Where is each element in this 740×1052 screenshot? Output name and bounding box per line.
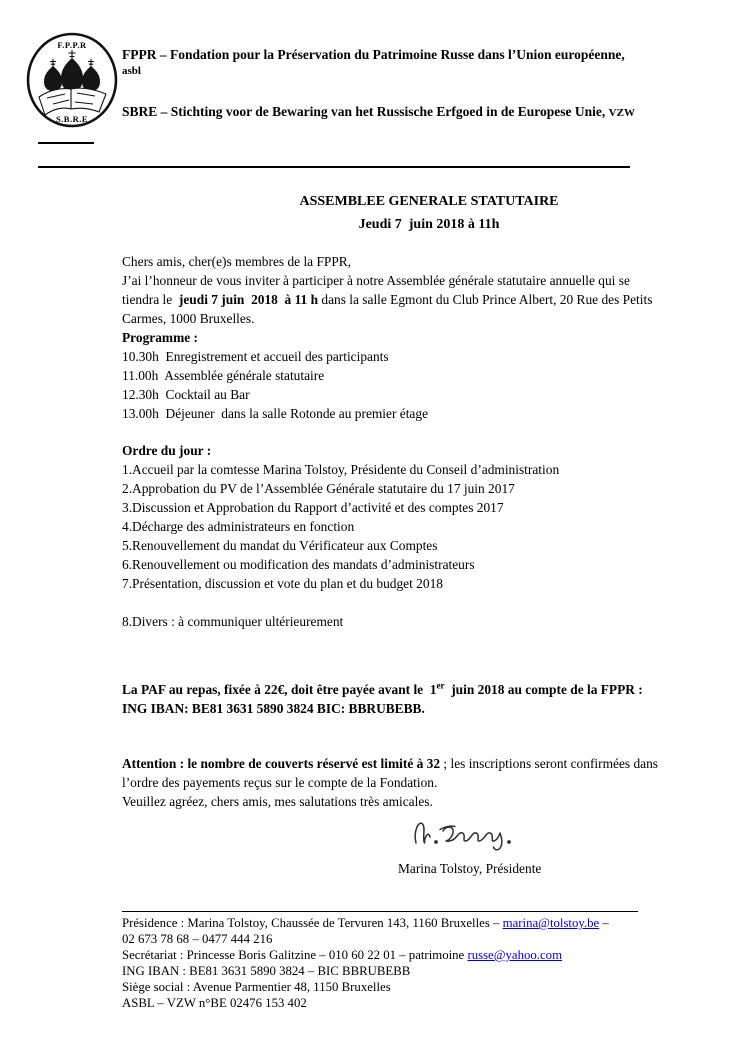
intro-text: J’ai l’honneur de vous inviter à participer à notre Assemblée générale statutaire annuelle qui se tiendra le jeudi 7 juin 2018 à 11 h dans la salle Egmont du Club Prince Albert, 20 Rue des Petits Carmes, 1000 Bruxelles.	[122, 273, 656, 326]
intro-paragraph	[122, 252, 667, 328]
signatory-name: Marina Tolstoy, Présidente	[398, 861, 542, 876]
intro-date-bold: jeudi 7 juin 2018 à 11 h	[178, 292, 319, 307]
closing-line: Veuillez agréez, chers amis, mes salutations très amicales.	[122, 794, 433, 809]
agenda-item: 5.Renouvellement du mandat du Vérificateur aux Comptes	[122, 538, 438, 553]
document-title	[122, 190, 736, 236]
footer-phones: 02 673 78 68 – 0477 444 216	[122, 932, 273, 946]
programme-item: 13.00h Déjeuner dans la salle Rotonde au premier étage	[122, 406, 429, 421]
fppr-logo-icon	[25, 31, 121, 129]
agenda-item: 7.Présentation, discussion et vote du plan et du budget 2018	[122, 576, 443, 591]
logo-top-text: F.P.P.R	[57, 40, 87, 50]
programme-section	[122, 328, 667, 423]
divers-item: 8.Divers : à communiquer ultérieurement	[122, 614, 344, 629]
title-line1: ASSEMBLEE GENERALE STATUTAIRE	[299, 194, 559, 209]
footer-presidence: Présidence : Marina Tolstoy, Chaussée de Tervuren 143, 1160 Bruxelles – marina@tolstoy.be –	[122, 916, 609, 930]
letter-footer	[122, 911, 682, 1011]
short-rule	[38, 142, 94, 144]
footer-siege: Siège social : Avenue Parmentier 48, 1150 Bruxelles	[122, 980, 391, 994]
attention-text: Attention : le nombre de couverts réservé est limité à 32 ; les inscriptions seront confirmées dans l’ordre des payements reçus sur le compte de la Fondation.	[122, 756, 662, 790]
programme-item: 11.00h Assemblée générale statutaire	[122, 368, 325, 383]
org-name-fr-suffix: asbl	[122, 65, 141, 77]
footer-asbl-number: ASBL – VZW n°BE 02476 153 402	[122, 996, 307, 1010]
agenda-item: 6.Renouvellement ou modification des mandats d’administrateurs	[122, 557, 475, 572]
footer-iban: ING IBAN : BE81 3631 5890 3824 – BIC BBRUBEBB	[122, 964, 411, 978]
org-name-nl-suffix: VZW	[608, 107, 635, 119]
paf-paragraph: La PAF au repas, fixée à 22€, doit être payée avant le 1er juin 2018 au compte de la FPPR : ING IBAN: BE81 3631 5890 3824 BIC: BBRUBEBB.	[122, 680, 653, 716]
agenda-item: 3.Discussion et Approbation du Rapport d’activité et des comptes 2017	[122, 500, 504, 515]
agenda-item: 1.Accueil par la comtesse Marina Tolstoy, Présidente du Conseil d’administration	[122, 462, 560, 477]
secretariat-email-link[interactable]: russe@yahoo.com	[467, 948, 563, 962]
org-name-nl	[122, 103, 727, 122]
programme-item: 12.30h Cocktail au Bar	[122, 387, 250, 402]
fppr-sbre-logo	[25, 31, 121, 129]
agenda-item: 4.Décharge des administrateurs en fonction	[122, 519, 355, 534]
programme-item: 10.30h Enregistrement et accueil des participants	[122, 349, 389, 364]
salutation: Chers amis, cher(e)s membres de la FPPR,	[122, 254, 352, 269]
agenda-heading: Ordre du jour :	[122, 443, 212, 458]
page-rule	[38, 166, 630, 168]
org-name-nl-text: SBRE – Stichting voor de Bewaring van het Russische Erfgoed in de Europese Unie,	[122, 104, 609, 119]
logo-bottom-text: S.B.R.E	[55, 114, 89, 124]
presidence-email-link[interactable]: marina@tolstoy.be	[502, 916, 600, 930]
signature-image	[410, 815, 520, 851]
footer-rule	[122, 911, 638, 912]
letter-body	[122, 186, 736, 878]
programme-heading: Programme :	[122, 330, 198, 345]
superscript-er: er	[436, 680, 445, 691]
footer-secretariat: Secrétariat : Princesse Boris Galitzine – 010 60 22 01 – patrimoine russe@yahoo.com	[122, 948, 563, 962]
organisation-names	[122, 46, 727, 122]
agenda-item: 2.Approbation du PV de l’Assemblée Générale statutaire du 17 juin 2017	[122, 481, 515, 496]
attention-paragraph	[122, 754, 667, 811]
attention-bold: Attention : le nombre de couverts réservé est limité à 32	[122, 756, 441, 771]
title-line2: Jeudi 7 juin 2018 à 11h	[358, 217, 500, 232]
agenda-section	[122, 441, 667, 593]
org-name-fr: FPPR – Fondation pour la Préservation du Patrimoine Russe dans l’Union européenne,	[122, 47, 625, 62]
